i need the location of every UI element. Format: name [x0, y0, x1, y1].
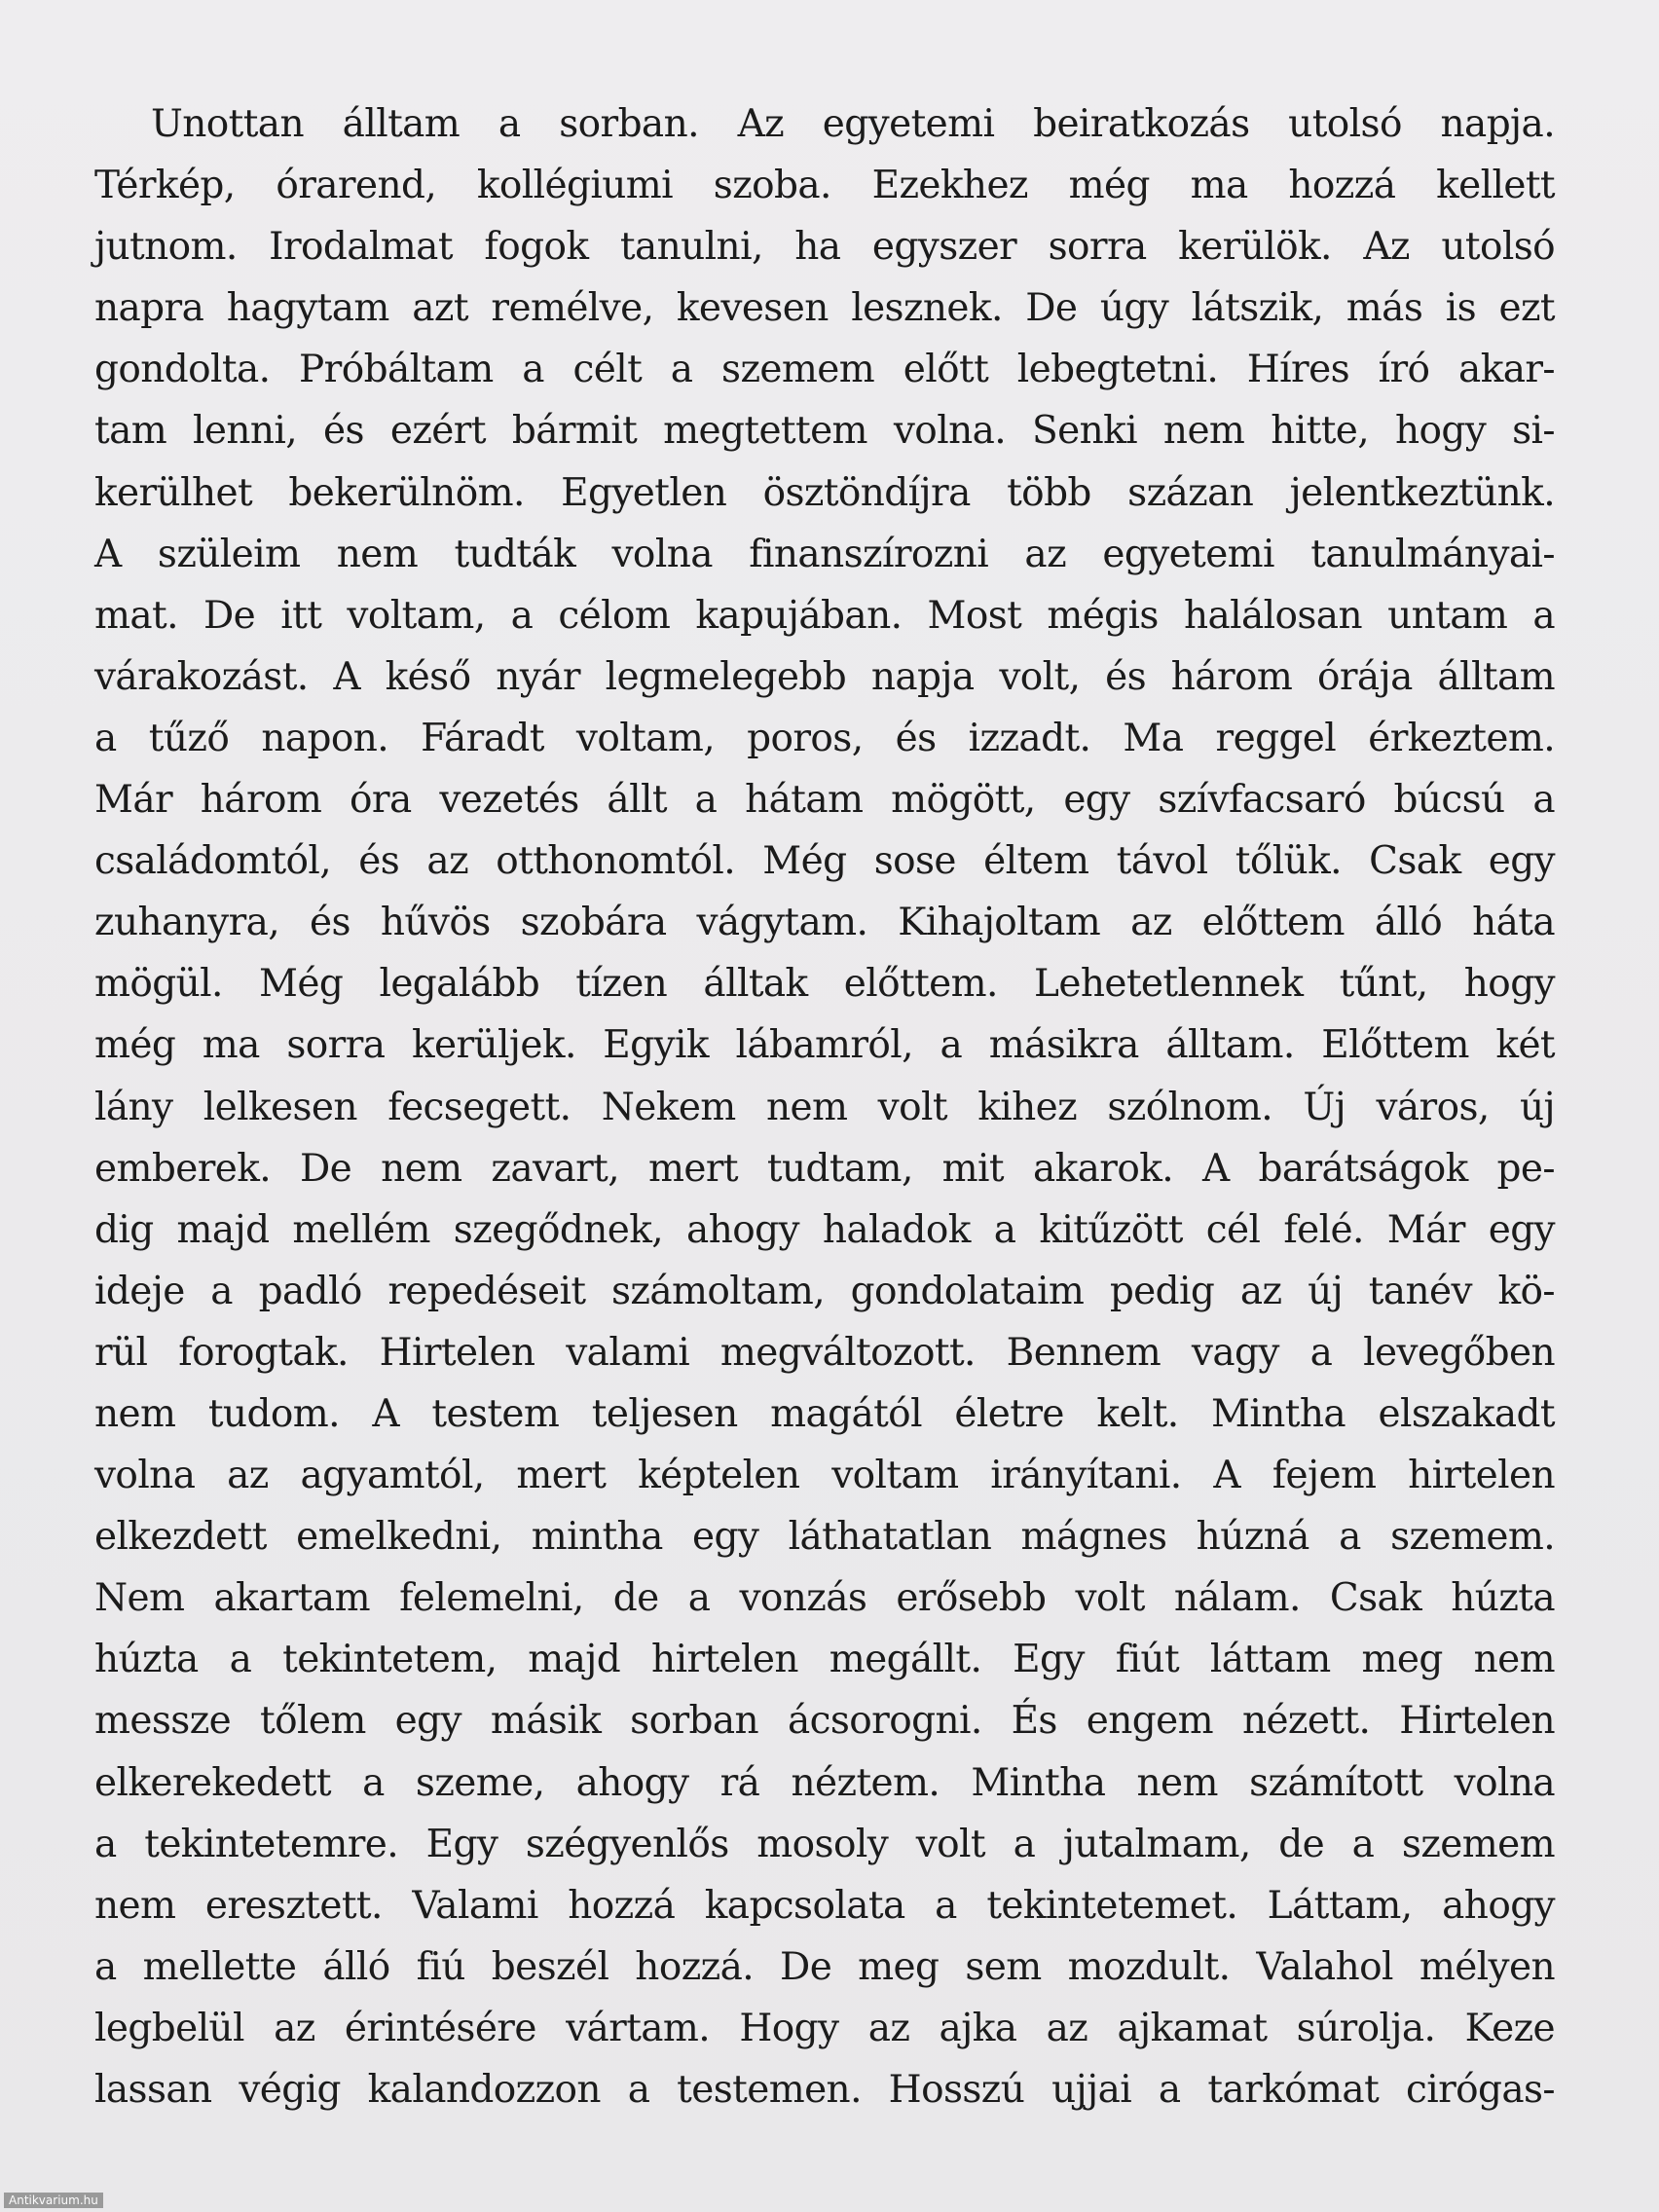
- text-line: rül forogtak. Hirtelen valami megváltozott. Bennem vagy a levegőben: [94, 1330, 1555, 1375]
- text-line: lány lelkesen fecsegett. Nekem nem volt kihez szólnom. Új város, új: [94, 1085, 1555, 1129]
- text-line: Térkép, órarend, kollégiumi szoba. Ezekhez még ma hozzá kellett: [94, 164, 1555, 208]
- text-line: a tűző napon. Fáradt voltam, poros, és izzadt. Ma reggel érkeztem.: [94, 716, 1555, 760]
- text-line: a mellette álló fiú beszél hozzá. De meg sem mozdult. Valahol mélyen: [94, 1944, 1555, 1989]
- text-line: emberek. De nem zavart, mert tudtam, mit akarok. A barátságok pe-: [94, 1146, 1555, 1191]
- text-line: mat. De itt voltam, a célom kapujában. Most mégis halálosan untam a: [94, 593, 1555, 638]
- text-line: ideje a padló repedéseit számoltam, gondolataim pedig az új tanév kö-: [94, 1269, 1555, 1313]
- text-line: dig majd mellém szegődnek, ahogy haladok a kitűzött cél felé. Már egy: [94, 1207, 1555, 1252]
- text-line: húzta a tekintetem, majd hirtelen megállt. Egy fiút láttam meg nem: [94, 1638, 1555, 1682]
- text-line: családomtól, és az otthonomtól. Még sose éltem távol tőlük. Csak egy: [94, 839, 1555, 884]
- text-line: elkezdett emelkedni, mintha egy láthatatlan mágnes húzná a szemem.: [94, 1515, 1555, 1560]
- text-line: nem eresztett. Valami hozzá kapcsolata a tekintetemet. Láttam, ahogy: [94, 1883, 1555, 1928]
- text-line: legbelül az érintésére vártam. Hogy az ajka az ajkamat súrolja. Keze: [94, 2006, 1555, 2050]
- text-line: napra hagytam azt remélve, kevesen lesznek. De úgy látszik, más is ezt: [94, 286, 1555, 331]
- text-line: még ma sorra kerüljek. Egyik lábamról, a másikra álltam. Előttem két: [94, 1023, 1555, 1068]
- text-line: messze tőlem egy másik sorban ácsorogni. És engem nézett. Hirtelen: [94, 1699, 1555, 1744]
- body-text: [94, 93, 1555, 2120]
- text-line: Nem akartam felemelni, de a vonzás erősebb volt nálam. Csak húzta: [94, 1576, 1555, 1621]
- text-line: várakozást. A késő nyár legmelegebb napja volt, és három órája álltam: [94, 654, 1555, 699]
- text-line: lassan végig kalandozzon a testemen. Hosszú ujjai a tarkómat cirógas-: [94, 2068, 1555, 2112]
- text-line: a tekintetemre. Egy szégyenlős mosoly volt a jutalmam, de a szemem: [94, 1822, 1555, 1866]
- text-line: volna az agyamtól, mert képtelen voltam irányítani. A fejem hirtelen: [94, 1454, 1555, 1498]
- text-line: A szüleim nem tudták volna finanszírozni az egyetemi tanulmányai-: [94, 532, 1555, 576]
- text-line: gondolta. Próbáltam a célt a szemem előtt lebegtetni. Híres író akar-: [94, 348, 1555, 392]
- text-line: zuhanyra, és hűvös szobára vágytam. Kihajoltam az előttem álló háta: [94, 901, 1555, 945]
- text-line: tam lenni, és ezért bármit megtettem volna. Senki nem hitte, hogy si-: [94, 409, 1555, 454]
- text-line: Már három óra vezetés állt a hátam mögött, egy szívfacsaró búcsú a: [94, 778, 1555, 823]
- watermark-label: Antikvarium.hu: [4, 2193, 103, 2208]
- text-line: jutnom. Irodalmat fogok tanulni, ha egyszer sorra kerülök. Az utolsó: [94, 225, 1555, 270]
- text-line: elkerekedett a szeme, ahogy rá néztem. Mintha nem számított volna: [94, 1760, 1555, 1805]
- text-line: Unottan álltam a sorban. Az egyetemi beiratkozás utolsó napja.: [151, 102, 1555, 146]
- text-line: nem tudom. A testem teljesen magától életre kelt. Mintha elszakadt: [94, 1391, 1555, 1436]
- text-line: kerülhet bekerülnöm. Egyetlen ösztöndíjra több százan jelentkeztünk.: [94, 470, 1555, 515]
- text-line: mögül. Még legalább tízen álltak előttem. Lehetetlennek tűnt, hogy: [94, 962, 1555, 1007]
